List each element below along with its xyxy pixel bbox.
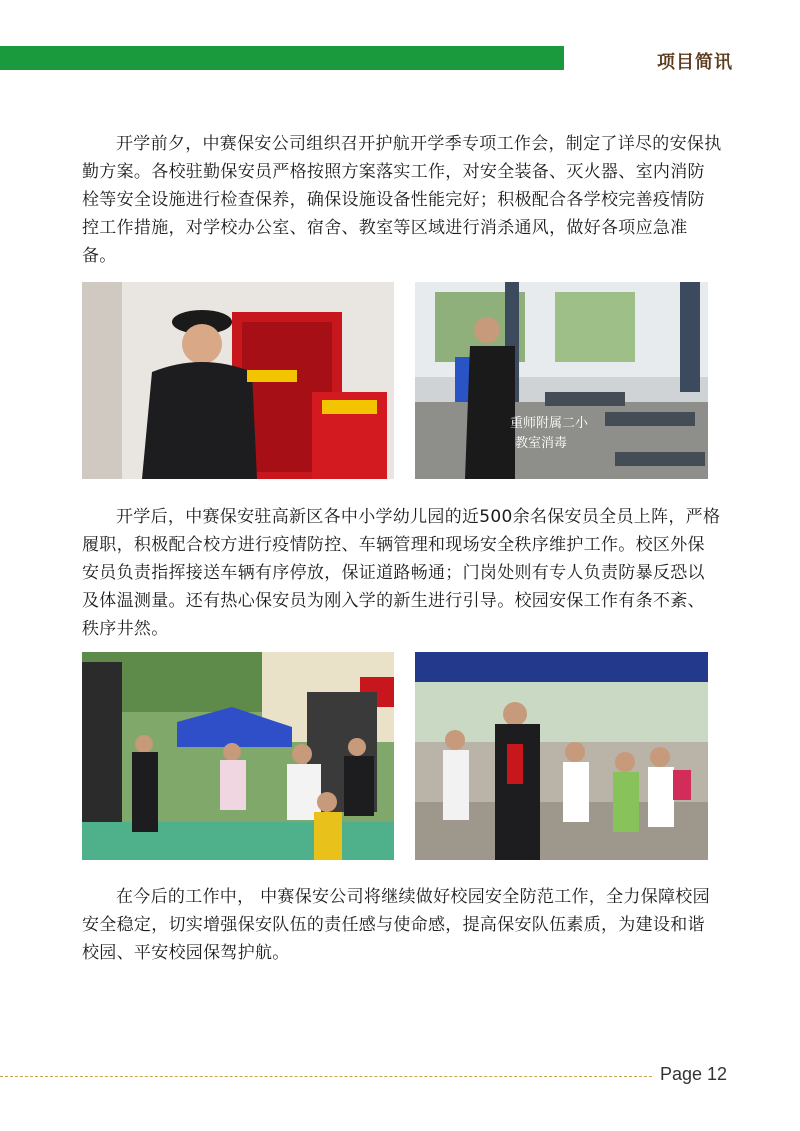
paragraph-preparation: 开学前夕，中赛保安公司组织召开护航开学季专项工作会，制定了详尽的安保执勤方案。各校驻勤保安员严格按照方案落实工作，对安全装备、灭火器、室内消防栓等安全设施进行检查保养，确保设施设备性能完好；积极配合各学校完善疫情防控工作措施，对学校办公室、宿舍、教室等区域进行消杀通风，做好各项应急准备。 bbox=[82, 134, 722, 266]
photo-guard-checking-fire-cabinet bbox=[82, 282, 394, 479]
photo-caption-action: 教室消毒 bbox=[515, 436, 568, 451]
header-accent-bar bbox=[0, 46, 564, 70]
photo-caption-school: 重师附属二小 bbox=[510, 416, 589, 431]
photo-school-gate-entry bbox=[82, 652, 394, 860]
paragraph-future-work: 在今后的工作中， 中赛保安公司将继续做好校园安全防范工作，全力保障校园安全稳定，切实增强保安队伍的责任感与使命感，提高保安队伍素质，为建设和谐校园、平安校园保驾护航。 bbox=[82, 887, 710, 963]
section-title: 项目简讯 bbox=[657, 52, 733, 73]
photo-temperature-check bbox=[415, 652, 708, 860]
photo-classroom-disinfection bbox=[415, 282, 708, 479]
footer-divider bbox=[0, 1076, 652, 1077]
paragraph-school-opening: 开学后，中赛保安驻高新区各中小学幼儿园的近500余名保安员全员上阵，严格履职，积极配合校方进行疫情防控、车辆管理和现场安全秩序维护工作。校区外保安员负责指挥接送车辆有序停放，保证道路畅通；门岗处则有专人负责防暴反恐以及体温测量。还有热心保安员为刚入学的新生进行引导。校园安保工作有条不紊、秩序井然。 bbox=[82, 507, 721, 639]
page-number: Page 12 bbox=[660, 1064, 728, 1084]
